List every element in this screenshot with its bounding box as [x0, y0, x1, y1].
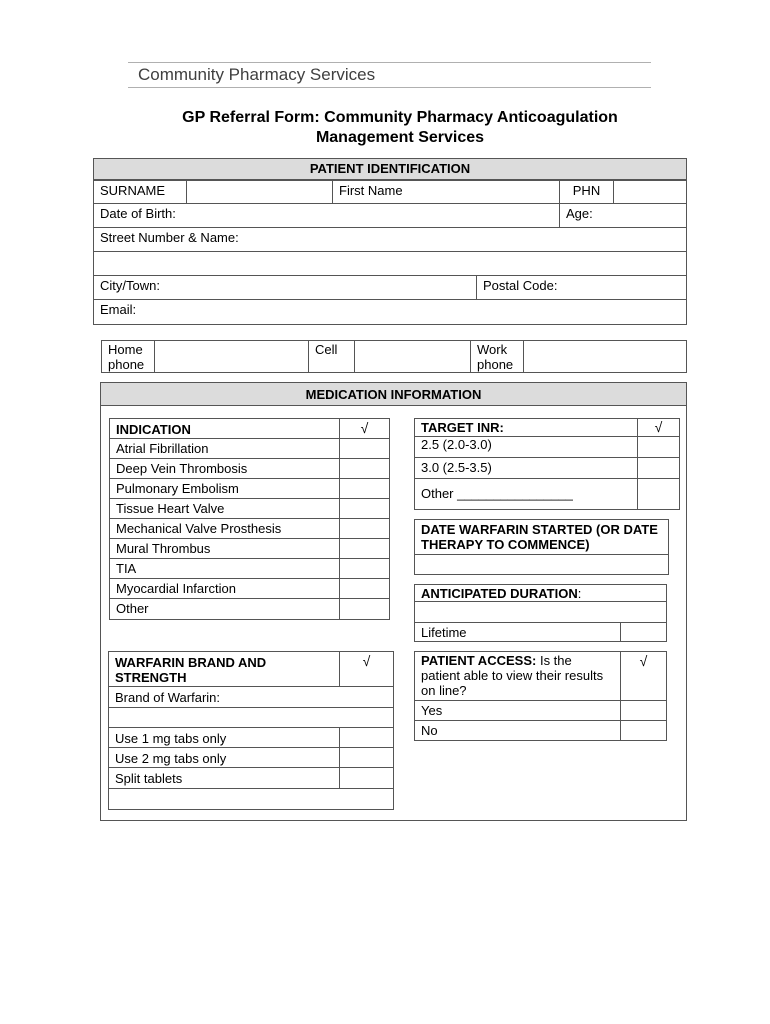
indication-item: Atrial Fibrillation [109, 438, 340, 459]
city-field[interactable]: City/Town: [93, 275, 477, 300]
indication-checkbox[interactable] [339, 598, 390, 620]
warfarin-extra-field[interactable] [108, 788, 394, 810]
form-title-line2: Management Services [315, 129, 485, 146]
date-started-field[interactable] [414, 554, 669, 575]
form-title-line1: GP Referral Form: Community Pharmacy Anticoagulation [182, 109, 618, 126]
postal-code-field[interactable]: Postal Code: [476, 275, 687, 300]
indication-tick-header: √ [339, 418, 390, 439]
indication-item: Pulmonary Embolism [109, 478, 340, 499]
warfarin-option-checkbox[interactable] [339, 747, 394, 768]
indication-checkbox[interactable] [339, 478, 390, 499]
target-inr-title: TARGET INR: [414, 418, 638, 437]
duration-colon: : [577, 586, 582, 601]
indication-item: Myocardial Infarction [109, 578, 340, 599]
indication-checkbox[interactable] [339, 498, 390, 519]
indication-item: Mechanical Valve Prosthesis [109, 518, 340, 539]
indication-checkbox[interactable] [339, 538, 390, 559]
duration-title: ANTICIPATED DURATION [421, 586, 578, 601]
lifetime-checkbox[interactable] [620, 622, 667, 642]
access-yes-checkbox[interactable] [620, 700, 667, 721]
patient-access-question: Is the patient able to view their results on line? [421, 653, 604, 698]
surname-field[interactable] [186, 180, 333, 204]
cell-phone-field[interactable] [354, 340, 471, 373]
header-rule-bottom [128, 87, 651, 88]
indication-checkbox[interactable] [339, 458, 390, 479]
duration-title-cell [414, 584, 667, 602]
access-no-label: No [414, 720, 621, 741]
warfarin-option-checkbox[interactable] [339, 727, 394, 748]
brand-of-warfarin-extra[interactable] [108, 707, 394, 728]
access-yes-label: Yes [414, 700, 621, 721]
medication-header: MEDICATION INFORMATION [100, 382, 687, 406]
target-inr-other[interactable]: Other ________________ [414, 478, 638, 510]
target-inr-item: 3.0 (2.5-3.5) [414, 457, 638, 479]
target-inr-checkbox[interactable] [637, 478, 680, 510]
home-phone-field[interactable] [154, 340, 309, 373]
header-rule-top [128, 62, 651, 63]
brand-name: Community Pharmacy Services [138, 65, 376, 84]
patient-access-question-cell [414, 651, 621, 701]
warfarin-brand-title: WARFARIN BRAND AND STRENGTH [108, 651, 340, 687]
phn-field[interactable] [613, 180, 687, 204]
warfarin-option-checkbox[interactable] [339, 767, 394, 789]
cell-phone-label: Cell [308, 340, 355, 373]
indication-item: Other [109, 598, 340, 620]
indication-item: Mural Thrombus [109, 538, 340, 559]
email-field[interactable]: Email: [93, 299, 687, 325]
home-phone-label: Home phone [101, 340, 155, 373]
target-inr-checkbox[interactable] [637, 457, 680, 479]
target-inr-tick-header: √ [637, 418, 680, 437]
first-name-label[interactable]: First Name [332, 180, 560, 204]
target-inr-item: 2.5 (2.0-3.0) [414, 436, 638, 458]
age-field[interactable]: Age: [559, 203, 687, 228]
access-no-checkbox[interactable] [620, 720, 667, 741]
brand-of-warfarin-field[interactable]: Brand of Warfarin: [108, 686, 394, 708]
duration-field[interactable] [414, 601, 667, 623]
warfarin-option: Use 2 mg tabs only [108, 747, 340, 768]
indication-checkbox[interactable] [339, 518, 390, 539]
indication-item: Tissue Heart Valve [109, 498, 340, 519]
work-phone-label: Work phone [470, 340, 524, 373]
street-field-extra[interactable] [93, 251, 687, 276]
street-field[interactable]: Street Number & Name: [93, 227, 687, 252]
warfarin-option: Split tablets [108, 767, 340, 789]
phn-label: PHN [559, 180, 614, 204]
patient-access-tick-header: √ [620, 651, 667, 701]
work-phone-field[interactable] [523, 340, 687, 373]
warfarin-option: Use 1 mg tabs only [108, 727, 340, 748]
patient-id-header: PATIENT IDENTIFICATION [93, 158, 687, 180]
indication-checkbox[interactable] [339, 438, 390, 459]
indication-item: Deep Vein Thrombosis [109, 458, 340, 479]
patient-access-title: PATIENT ACCESS: [421, 653, 537, 668]
surname-label: SURNAME [93, 180, 187, 204]
indication-item: TIA [109, 558, 340, 579]
indication-checkbox[interactable] [339, 578, 390, 599]
target-inr-checkbox[interactable] [637, 436, 680, 458]
warfarin-brand-tick-header: √ [339, 651, 394, 687]
indication-title: INDICATION [109, 418, 340, 439]
lifetime-label: Lifetime [414, 622, 621, 642]
indication-checkbox[interactable] [339, 558, 390, 579]
date-started-title: DATE WARFARIN STARTED (OR DATE THERAPY TO COMMENCE) [414, 519, 669, 555]
dob-field[interactable]: Date of Birth: [93, 203, 560, 228]
